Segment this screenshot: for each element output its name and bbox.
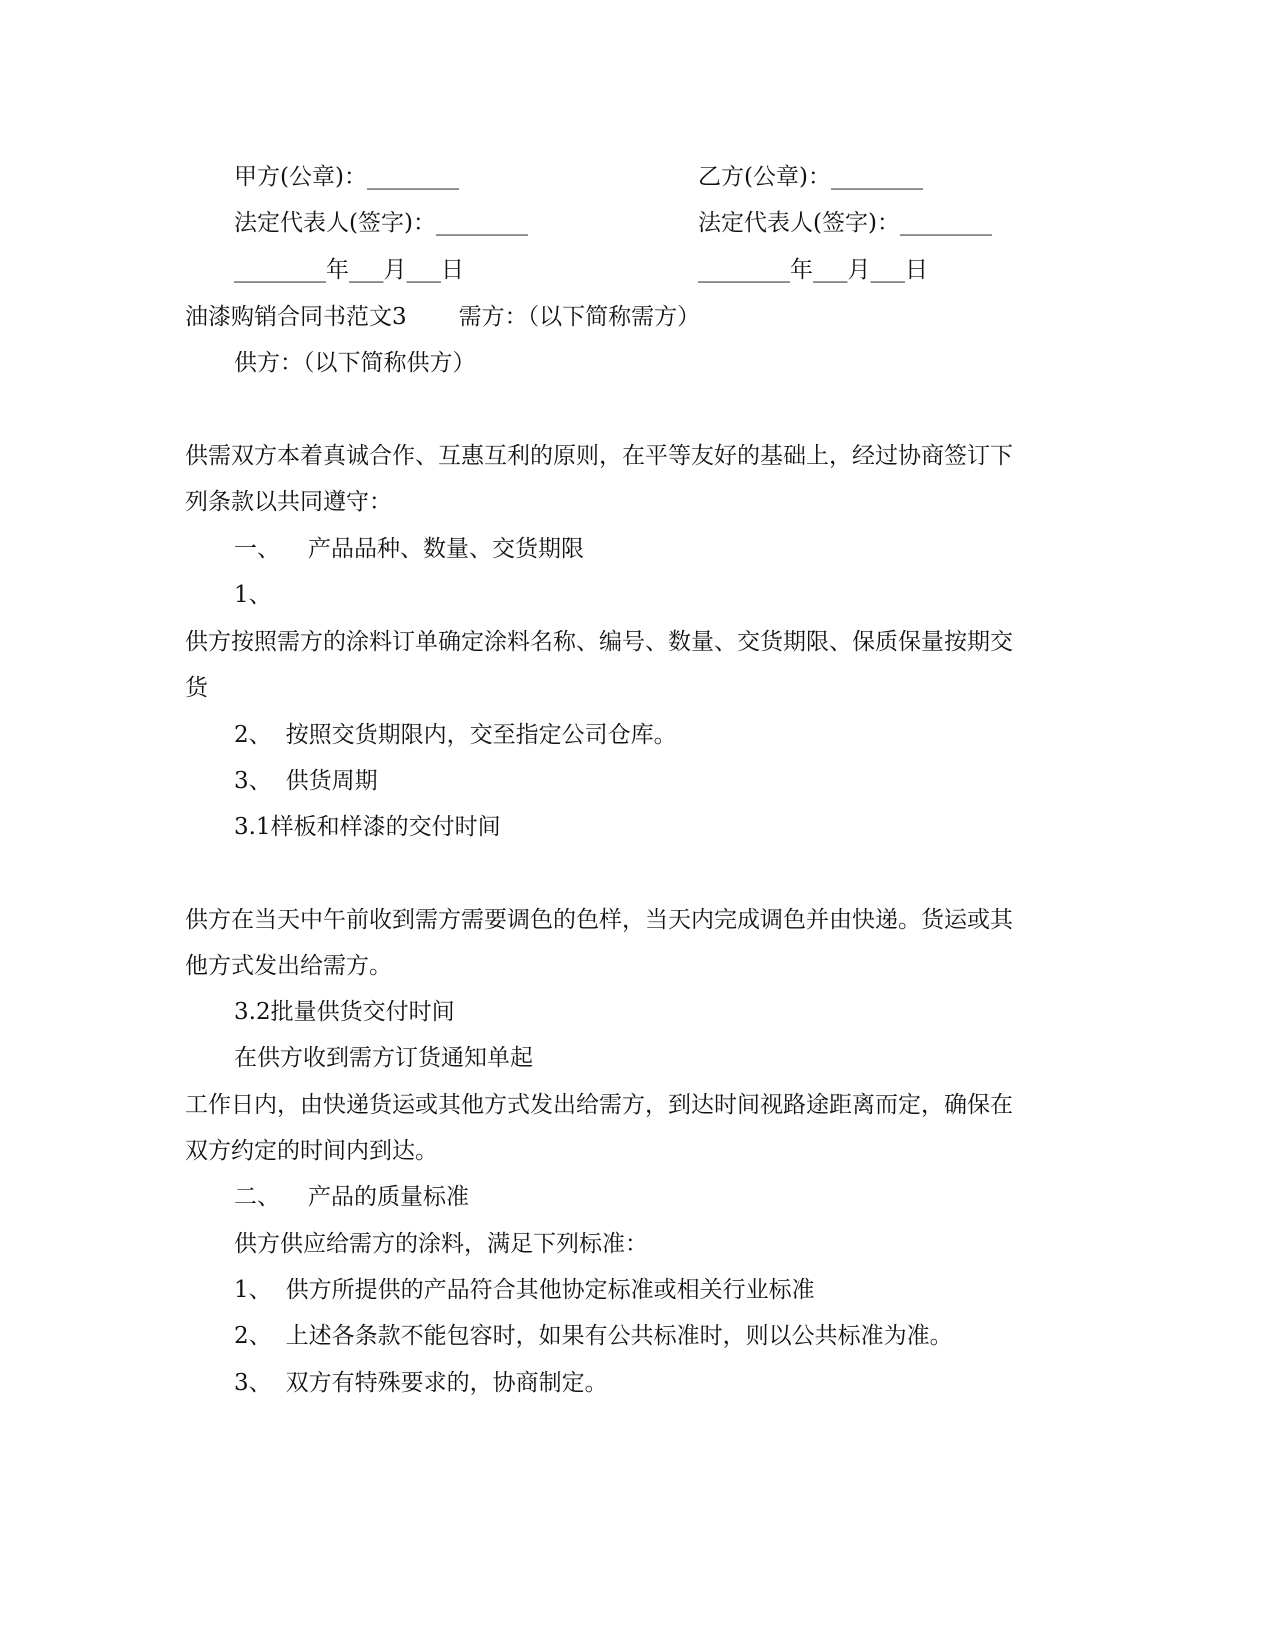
item-1-number: 1、 — [234, 582, 272, 608]
standard-2 — [234, 1321, 953, 1351]
item-number: 3、 — [234, 768, 272, 794]
item-number: 2、 — [234, 1323, 272, 1349]
standard-3 — [234, 1368, 608, 1398]
item-number: 3、 — [234, 1370, 272, 1396]
section-2-heading — [234, 1182, 469, 1212]
item-3-2-text-line-3: 双方约定的时间内到达。 — [185, 1138, 438, 1164]
item-text: 供货周期 — [285, 768, 378, 794]
preamble-line-2: 列条款以共同遵守： — [185, 489, 392, 515]
section-1-heading — [234, 534, 584, 564]
item-1-text-line-2: 货 — [185, 675, 208, 701]
buyer-line: 需方：（以下简称需方） — [458, 304, 701, 330]
preamble-line-1: 供需双方本着真诚合作、互惠互利的原则，在平等友好的基础上，经过协商签订下 — [185, 443, 1013, 469]
section-number: 二、 — [234, 1184, 280, 1210]
item-3-2-text-line-1: 在供方收到需方订货通知单起 — [234, 1045, 533, 1071]
item-text: 供方所提供的产品符合其他协定标准或相关行业标准 — [285, 1277, 815, 1303]
section-title: 产品品种、数量、交货期限 — [308, 536, 584, 562]
item-3-1-heading: 3.1样板和样漆的交付时间 — [234, 814, 501, 840]
title-line — [185, 302, 700, 332]
item-text: 双方有特殊要求的，协商制定。 — [285, 1370, 608, 1396]
item-3-1-text-line-1: 供方在当天中午前收到需方需要调色的色样，当天内完成调色并由快递。货运或其 — [185, 907, 1013, 933]
party-a-date: ________年___月___日 — [234, 257, 464, 283]
supplier-line: 供方：（以下简称供方） — [234, 350, 476, 376]
item-number: 2、 — [234, 722, 272, 748]
item-1-text-line-1: 供方按照需方的涂料订单确定涂料名称、编号、数量、交货期限、保质保量按期交 — [185, 629, 1013, 655]
item-3-1-text-line-2: 他方式发出给需方。 — [185, 953, 392, 979]
party-b-seal: 乙方(公章)：________ — [698, 164, 923, 190]
standard-1 — [234, 1275, 815, 1305]
item-number: 1、 — [234, 1277, 272, 1303]
item-3-2-heading: 3.2批量供货交付时间 — [234, 999, 455, 1025]
item-3 — [234, 766, 378, 796]
item-2 — [234, 720, 677, 750]
party-b-representative: 法定代表人(签字)：________ — [698, 210, 992, 236]
party-b-date: ________年___月___日 — [698, 257, 928, 283]
item-text: 上述各条款不能包容时，如果有公共标准时，则以公共标准为准。 — [285, 1323, 953, 1349]
item-3-2-text-line-2: 工作日内，由快递货运或其他方式发出给需方，到达时间视路途距离而定，确保在 — [185, 1092, 1013, 1118]
section-number: 一、 — [234, 536, 280, 562]
item-text: 按照交货期限内，交至指定公司仓库。 — [285, 722, 677, 748]
document-title: 油漆购销合同书范文3 — [185, 304, 407, 330]
section-title: 产品的质量标准 — [308, 1184, 469, 1210]
party-a-seal: 甲方(公章)：________ — [234, 164, 459, 190]
section-2-intro: 供方供应给需方的涂料，满足下列标准： — [234, 1231, 648, 1257]
party-a-representative: 法定代表人(签字)：________ — [234, 210, 528, 236]
